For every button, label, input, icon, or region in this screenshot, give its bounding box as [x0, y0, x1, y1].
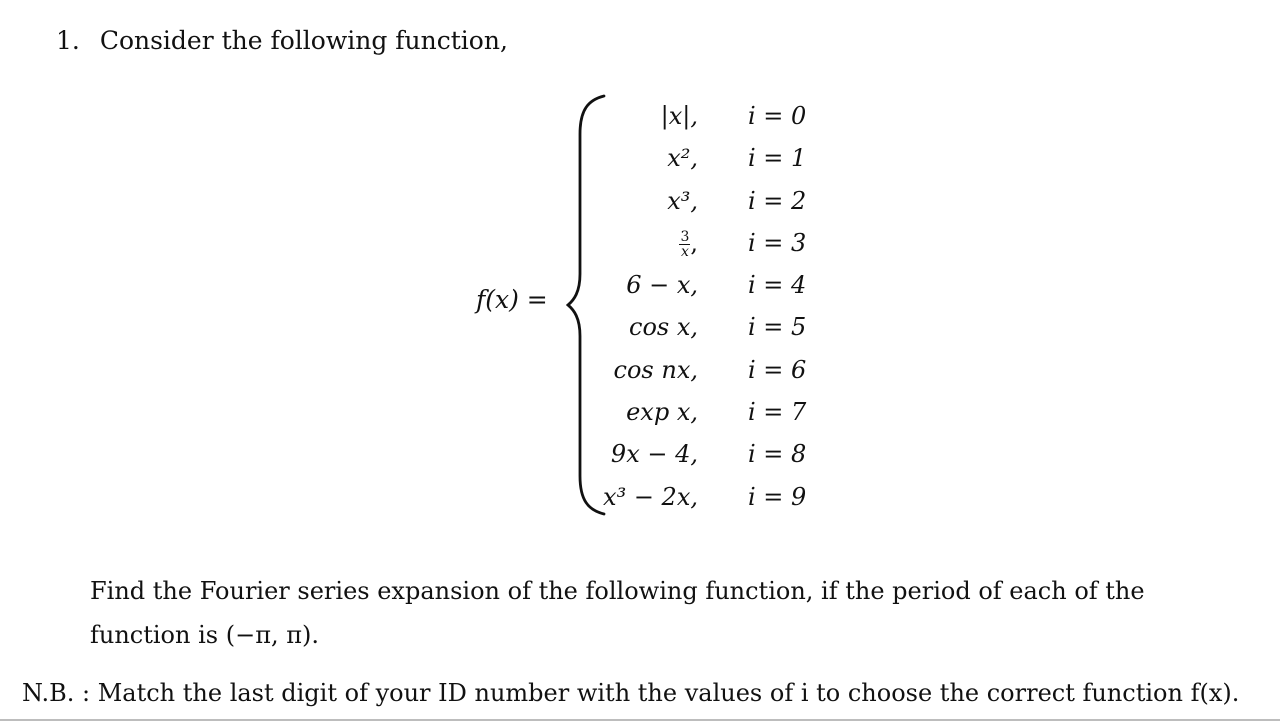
case-row-8 [596, 433, 826, 475]
case-condition: i = 5 [748, 313, 807, 342]
case-condition: i = 9 [748, 482, 807, 511]
case-expression: x³ − 2x, [603, 482, 698, 511]
case-condition: i = 1 [748, 144, 807, 173]
case-row-4 [596, 264, 826, 306]
case-row-2 [596, 180, 826, 222]
case-expression: x³, [667, 186, 698, 215]
cases-list [596, 95, 826, 518]
equation-lhs [476, 285, 548, 314]
case-condition: i = 0 [748, 102, 807, 130]
case-expression-fraction: $\frac{3}{x}$ , [680, 228, 698, 260]
case-expression: |x|, [660, 102, 698, 130]
question-number: 1. [56, 26, 80, 55]
bottom-divider [0, 719, 1280, 721]
case-condition: i = 4 [748, 271, 807, 300]
case-row-5 [596, 306, 826, 348]
case-condition: i = 6 [748, 355, 807, 384]
case-row-7 [596, 391, 826, 433]
case-expression: 6 − x, [626, 271, 698, 300]
case-condition: i = 2 [748, 186, 807, 215]
question-header [56, 26, 508, 55]
fourier-instruction: Find the Fourier series expansion of the following function, if the period of each of the function is (−π, π). [90, 577, 1145, 649]
case-row-6 [596, 349, 826, 391]
nb-note: N.B. : Match the last digit of your ID number with the values of i to choose the correct function f(x). [22, 679, 1240, 707]
case-expression: cos nx, [613, 355, 698, 384]
case-row-0 [596, 95, 826, 137]
case-expression: 9x − 4, [610, 440, 698, 469]
case-expression: x², [667, 144, 698, 173]
case-condition: i = 7 [748, 398, 807, 427]
question-title: Consider the following function, [99, 26, 508, 55]
case-row-1 [596, 137, 826, 179]
case-row-3 [596, 222, 826, 264]
fraction: $\frac{3}{x}$ [680, 228, 690, 260]
lhs-text: f(x) = [476, 285, 548, 314]
case-row-9 [596, 476, 826, 518]
case-condition: i = 8 [748, 440, 807, 469]
case-expression: cos x, [629, 313, 698, 342]
case-expression: exp x, [626, 398, 698, 427]
case-condition: i = 3 [748, 228, 807, 257]
